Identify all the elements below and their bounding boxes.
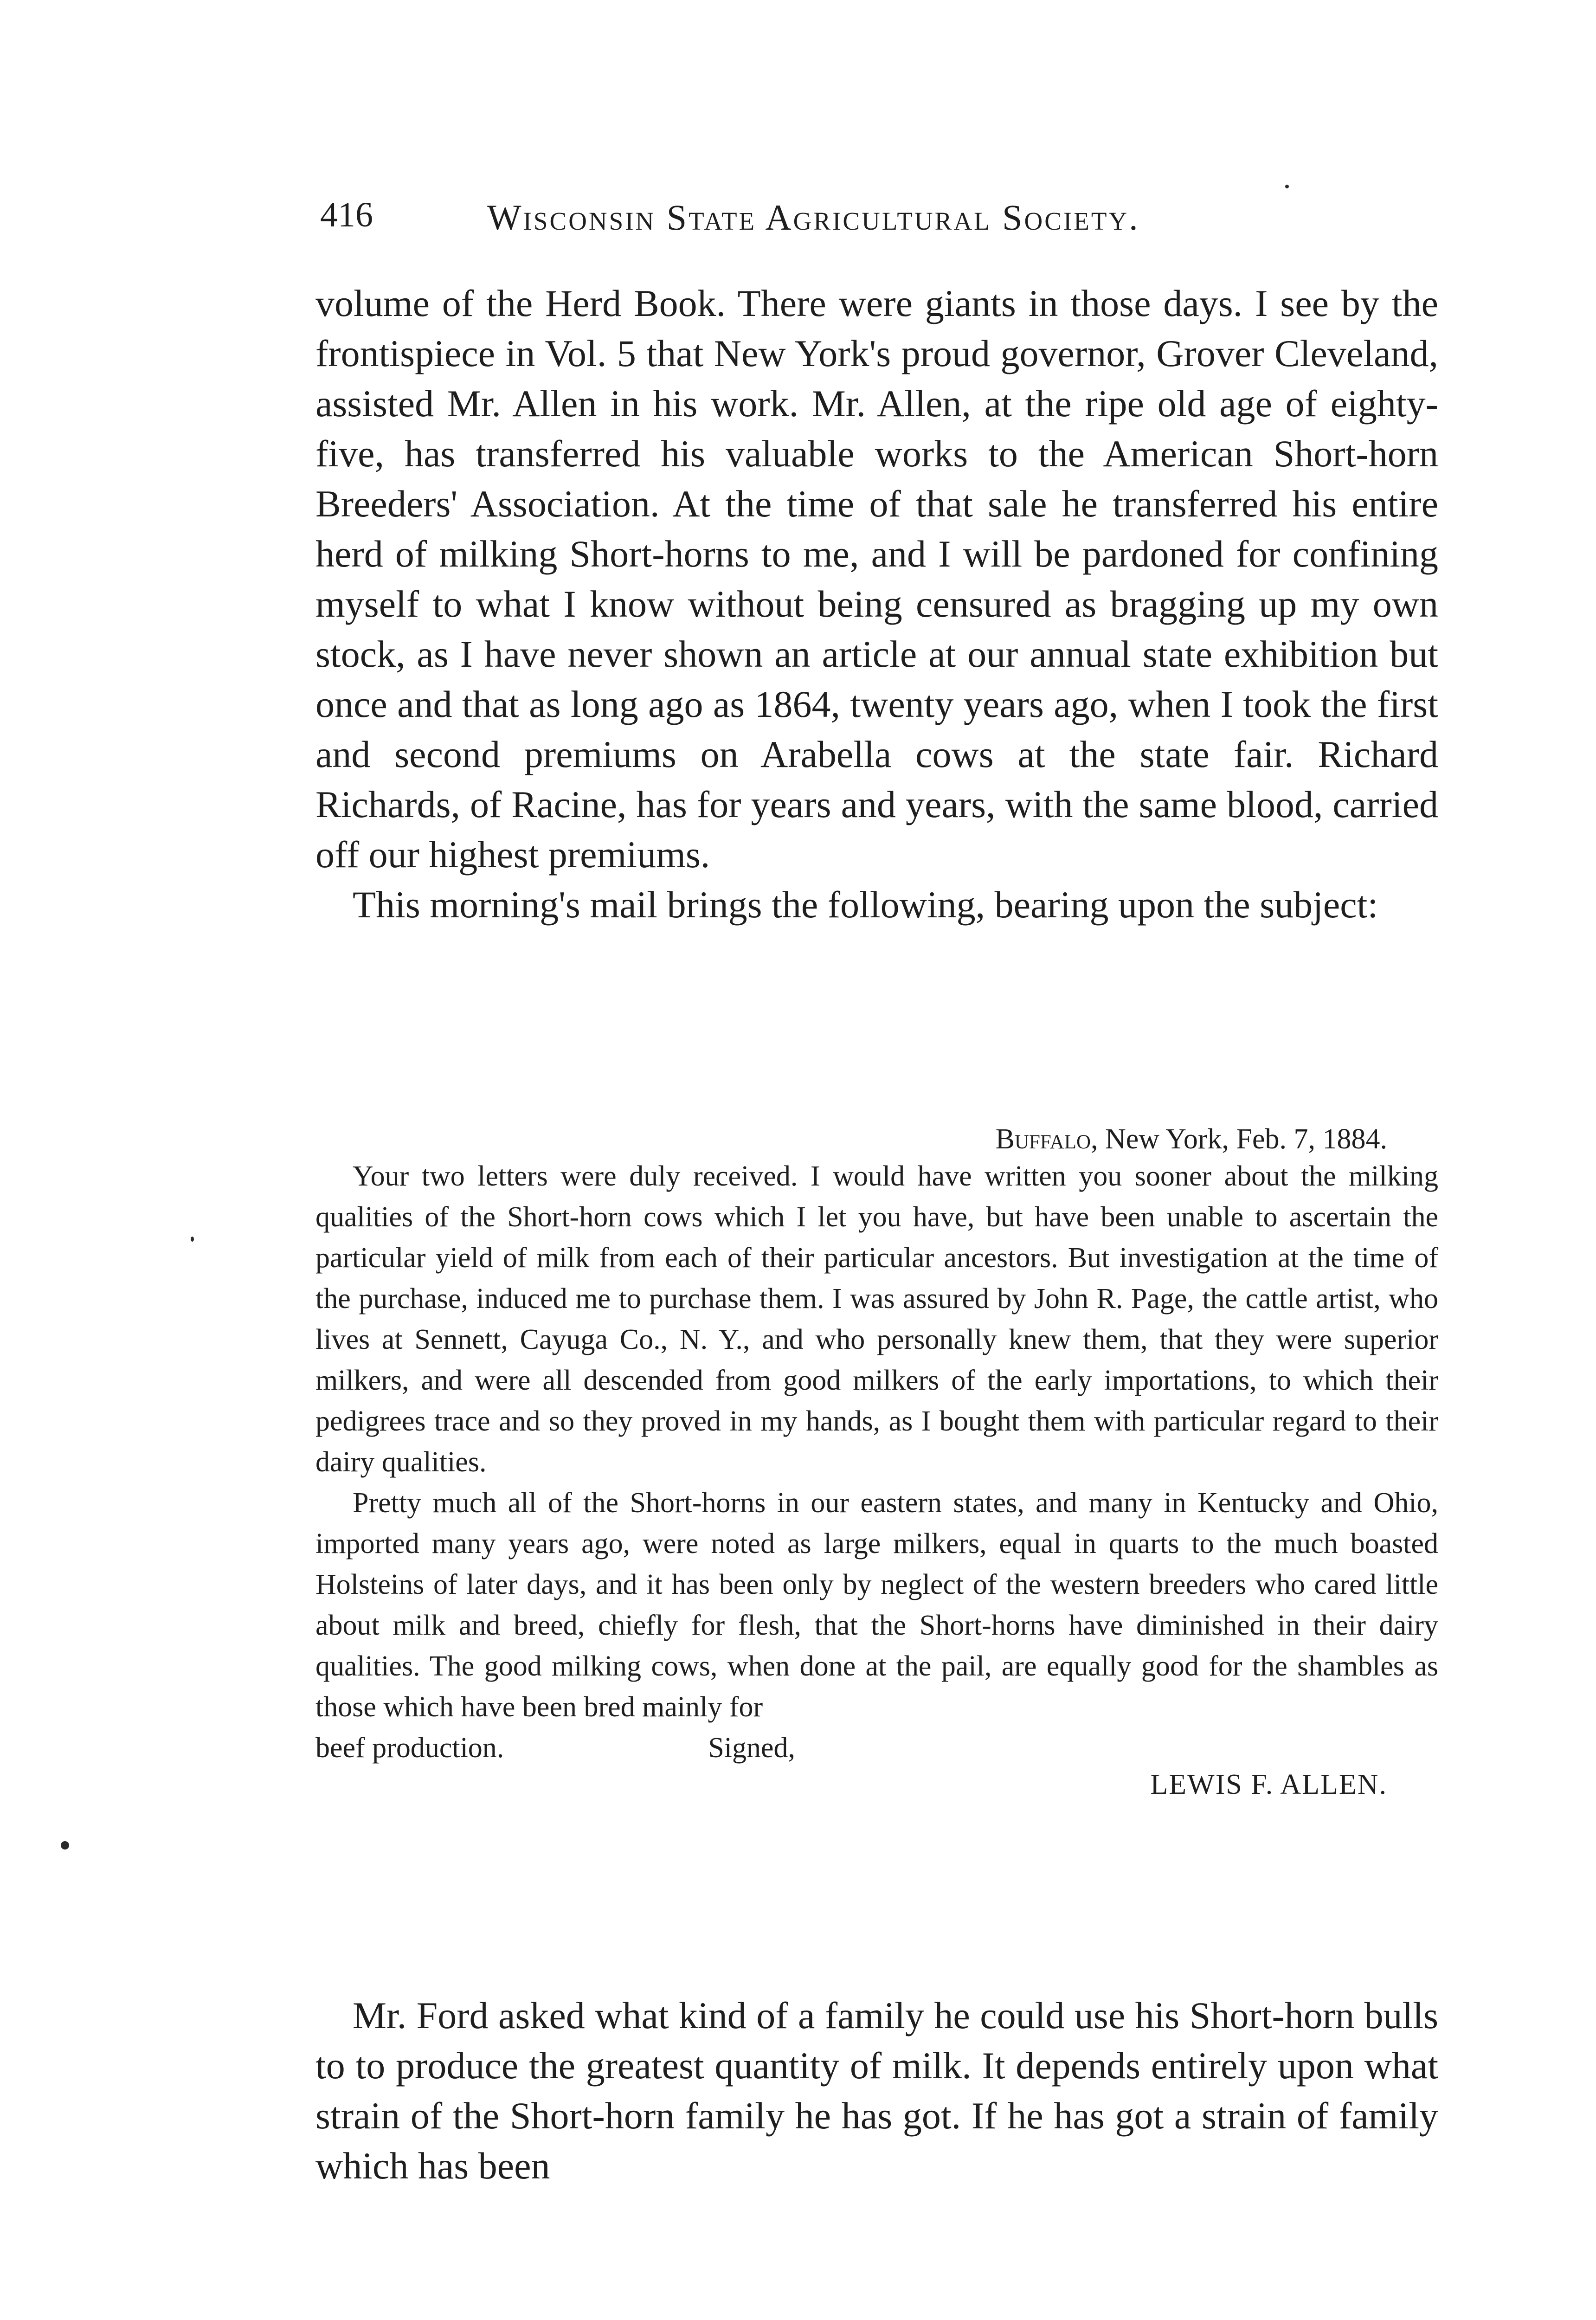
ink-speck xyxy=(1285,185,1289,188)
closing-text-block xyxy=(315,1991,1438,2191)
body-paragraph-1: volume of the Herd Book. There were giants in those days. I see by the frontispiece in Vol. 5 that New York's proud governor, Grover Cleveland, assisted Mr. Allen in his work. Mr. Allen, at the ripe old age of eighty-five, has transferred his valuable works to the American Short-horn Breeders' Association. At the time of that sale he transferred his entire herd of milking Short-horns to me, and I will be pardoned for confining myself to what I know without being censured as bragging up my own stock, as I have never shown an article at our annual state exhibition but once and that as long ago as 1864, twenty years ago, when I took the first and second premiums on Arabella cows at the state fair. Richard Richards, of Racine, has for years and years, with the same blood, carried off our highest premiums. xyxy=(315,282,1438,876)
main-text-block xyxy=(315,278,1438,930)
dateline-date: , New York, Feb. 7, 1884. xyxy=(1091,1123,1387,1155)
letter-paragraph-1: Your two letters were duly received. I would have written you sooner about the milking qualities of the Short-horn cows which I let you have, but have been unable to ascertain the particular yield of milk from each of their particular ancestors. But investigation at the time of the purchase, induced me to purchase them. I was assured by John R. Page, the cattle artist, who lives at Sennett, Cayuga Co., N. Y., and who personally knew them, that they were superior milkers, and were all descended from good milkers of the early importations, to which their pedigrees trace and so they proved in my hands, as I bought them with particular regard to their dairy qualities. xyxy=(315,1160,1438,1478)
letter-paragraph-2: Pretty much all of the Short-horns in our eastern states, and many in Kentucky and Ohio, imported many years ago, were noted as large milkers, equal in quarts to the much boasted Holsteins of later days, and it has been only by neglect of the western breeders who cared little about milk and breed, chiefly for flesh, that the Short-horns have diminished in their dairy qualities. The good milking cows, when done at the pail, are equally good for the shambles as those which have been bred mainly for xyxy=(315,1487,1438,1723)
dateline-place: Buffalo xyxy=(995,1123,1091,1155)
margin-speck xyxy=(191,1237,194,1242)
body-paragraph-2: This morning's mail brings the following, bearing upon the subject: xyxy=(353,883,1378,926)
signed-label: Signed, xyxy=(708,1732,796,1764)
letter-dateline xyxy=(315,1123,1438,1156)
quoted-letter xyxy=(315,1123,1438,1801)
letter-last-words: beef production. xyxy=(315,1732,504,1764)
margin-dot xyxy=(61,1841,69,1850)
page-header xyxy=(320,195,1313,246)
letter-signature: LEWIS F. ALLEN. xyxy=(1150,1769,1387,1800)
page-number: 416 xyxy=(320,195,373,234)
letter-closing-line xyxy=(315,1727,1438,1768)
closing-paragraph: Mr. Ford asked what kind of a family he could use his Short-horn bulls to to produce the greatest quantity of milk. It depends entirely upon what strain of the Short-horn family he has got. If he has got a strain of family which has been xyxy=(315,1994,1438,2187)
running-title: Wisconsin State Agricultural Society. xyxy=(487,197,1140,238)
